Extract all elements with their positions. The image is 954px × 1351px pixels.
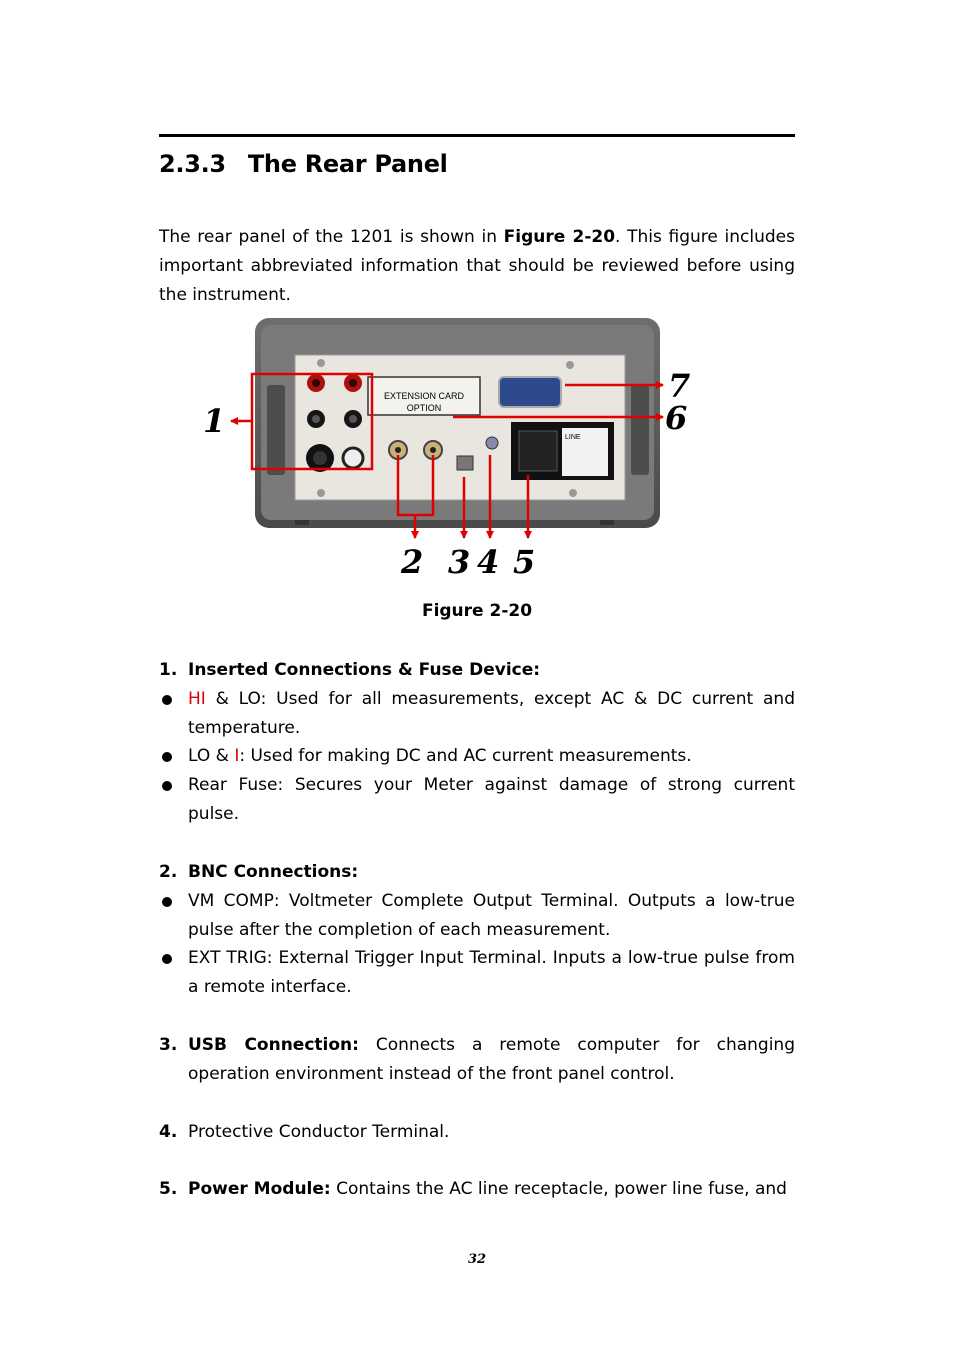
item-4 [159, 1118, 795, 1147]
foot [295, 520, 309, 525]
item-title: BNC Connections: [188, 862, 359, 882]
right-slot [631, 385, 649, 475]
screw [569, 489, 577, 497]
rear-panel-illustration [195, 315, 695, 585]
bullet-icon [162, 695, 172, 705]
list-item [159, 742, 795, 771]
section-number: 2.3.3 [159, 150, 226, 178]
list-item [159, 771, 795, 829]
callout-number-3: 3 [448, 543, 471, 581]
callout-number-2: 2 [401, 543, 424, 581]
item-number: 1. [159, 660, 178, 680]
bullet-icon [162, 752, 172, 762]
left-slot [267, 385, 285, 475]
intro-text-2: . This figure includes important abbreviated information that should be reviewed before using the instrument. [159, 227, 795, 305]
page-number: 32 [467, 1252, 487, 1267]
callout-number-7: 7 [668, 367, 691, 405]
bullet-text: EXT TRIG: External Trigger Input Terminal. Inputs a low-true pulse from a remote interface. [188, 948, 795, 997]
screw [317, 489, 325, 497]
intro-paragraph [159, 223, 795, 310]
item-number: 5. [159, 1179, 178, 1199]
i-label: I [234, 746, 240, 766]
item-title: Inserted Connections & Fuse Device: [188, 660, 541, 680]
callout-number-5: 5 [513, 543, 536, 581]
section-heading [159, 150, 448, 178]
screw [317, 359, 325, 367]
intro-text-1: The rear panel of the 1201 is shown in [159, 227, 504, 247]
screw [566, 361, 574, 369]
section-rule [159, 134, 795, 137]
terminal-black [343, 448, 363, 468]
callout-number-6: 6 [665, 399, 688, 437]
figure-caption: Figure 2-20 [421, 601, 533, 621]
hi-label: HI [188, 689, 206, 709]
bullet-text: & LO: Used for all measurements, except AC & DC current and temperature. [188, 689, 795, 738]
line-label: LINE [565, 434, 581, 441]
item-text: Protective Conductor Terminal. [188, 1122, 450, 1142]
item-5 [159, 1175, 795, 1204]
item-1-heading [159, 656, 795, 685]
bullet-icon [162, 781, 172, 791]
usb-port [457, 456, 473, 470]
list-item [159, 944, 795, 1002]
item-text: Contains the AC line receptacle, power line fuse, and [330, 1179, 787, 1199]
rear-panel-figure [195, 315, 695, 585]
bullet-text: Rear Fuse: Secures your Meter against damage of strong current pulse. [188, 775, 795, 824]
callout-number-1: 1 [203, 402, 226, 440]
item-title: Power Module: [188, 1179, 331, 1199]
ground-terminal [486, 437, 498, 449]
callout-number-4: 4 [477, 543, 500, 581]
bullet-icon [162, 954, 172, 964]
item-number: 4. [159, 1122, 178, 1142]
list-item [159, 887, 795, 945]
gpib-connector [499, 377, 561, 407]
bullet-icon [162, 897, 172, 907]
bullet-text: LO & [188, 746, 235, 766]
section-title: The Rear Panel [247, 150, 448, 178]
extension-card-label-1: EXTENSION CARD [383, 391, 465, 401]
power-receptacle [519, 431, 557, 471]
bullet-text: : Used for making DC and AC current measurements. [239, 746, 692, 766]
extension-card-label-2: OPTION [406, 403, 442, 413]
item-text: Connects a remote computer for changing operation environment instead of the front panel control. [188, 1035, 795, 1084]
foot [600, 520, 614, 525]
item-2-heading [159, 858, 795, 887]
item-3 [159, 1031, 795, 1089]
bullet-text: VM COMP: Voltmeter Complete Output Terminal. Outputs a low-true pulse after the completion of each measurement. [188, 891, 795, 940]
item-number: 3. [159, 1035, 178, 1055]
figure-reference: Figure 2-20 [503, 227, 616, 247]
list-item [159, 685, 795, 743]
item-number: 2. [159, 862, 178, 882]
item-title: USB Connection: [188, 1035, 359, 1055]
